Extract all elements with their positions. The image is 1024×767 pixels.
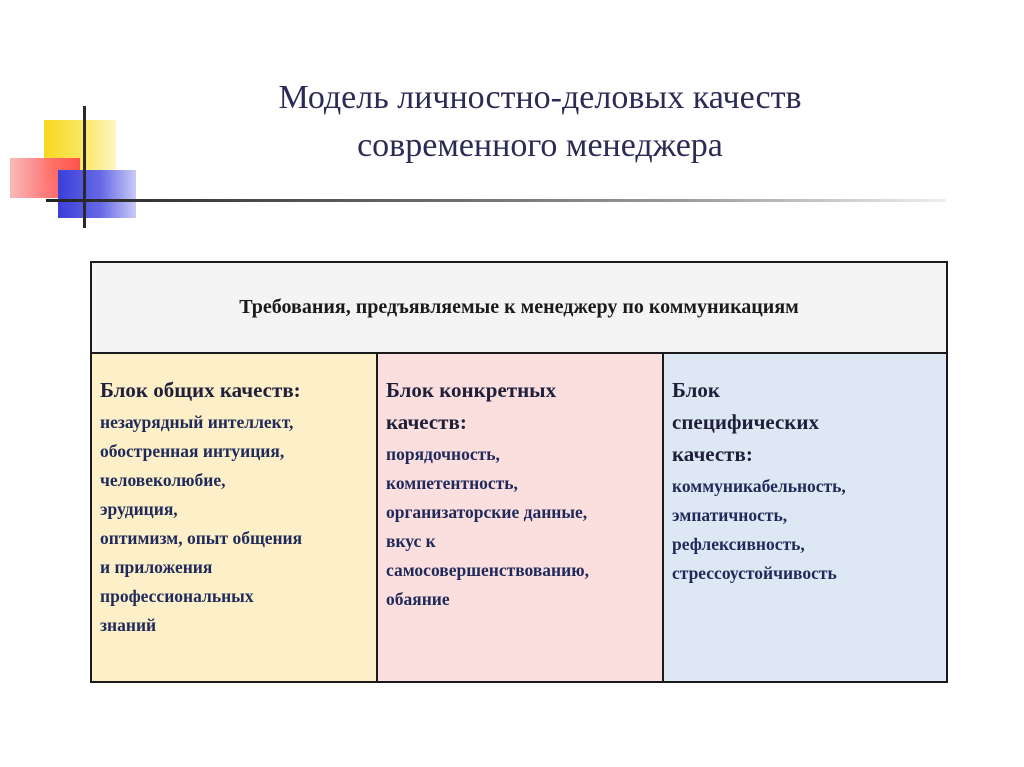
column-specific-qualities (378, 354, 664, 681)
column-title: Блок конкретных качеств: (386, 378, 557, 434)
column-title: Блок общих качеств: (100, 378, 301, 402)
vertical-rule (83, 106, 86, 228)
column-body: порядочность, компетентность, организаторские данные, вкус к самосовершенствованию, обаяние (386, 444, 589, 609)
blue-square-decoration (58, 170, 136, 218)
table-header-text: Требования, предъявляемые к менеджеру по коммуникациям (239, 296, 799, 318)
column-title: Блок специфических качеств: (672, 378, 820, 466)
qualities-table (90, 261, 948, 683)
slide-title (150, 74, 930, 170)
column-body: незаурядный интеллект, обостренная интуиция, человеколюбие, эрудиция, оптимизм, опыт общения и приложения профессиональных знаний (100, 412, 303, 635)
horizontal-rule (46, 199, 946, 202)
title-line-1: Модель личностно-деловых качеств (278, 79, 802, 116)
table-header (92, 263, 946, 354)
column-body: коммуникабельность, эмпатичность, рефлексивность, стрессоустойчивость (672, 476, 846, 583)
column-special-qualities (664, 354, 946, 681)
column-general-qualities (92, 354, 378, 681)
title-line-2: современного менеджера (357, 127, 723, 164)
